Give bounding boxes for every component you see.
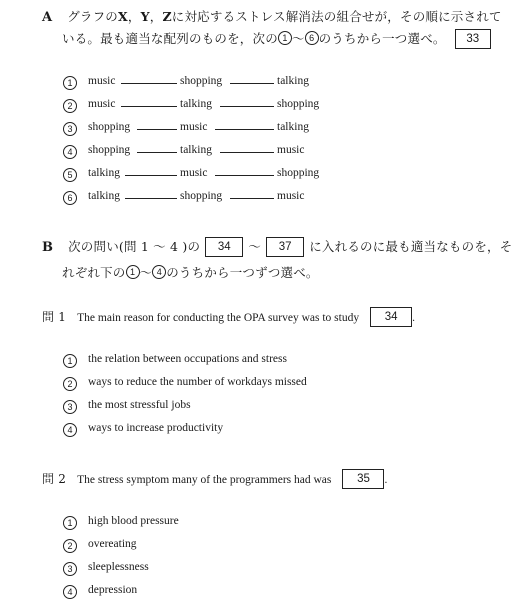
range-tilde: ～ xyxy=(291,31,305,46)
label-y: Y xyxy=(140,9,150,24)
answer-box-34-start[interactable]: 34 xyxy=(205,237,243,257)
sep-1: ， xyxy=(127,9,141,24)
option-word-2: shopping xyxy=(180,75,223,87)
dash-line xyxy=(137,129,177,130)
answer-box-34[interactable]: 34 xyxy=(370,307,412,327)
dash-line xyxy=(121,83,177,84)
option-word-1: talking xyxy=(88,190,120,202)
option-word-1: talking xyxy=(88,167,120,179)
question-2 xyxy=(42,468,387,489)
dash-line xyxy=(121,106,177,107)
dash-line xyxy=(215,175,274,176)
option-word-3: shopping xyxy=(277,98,320,110)
option-word-3: music xyxy=(277,144,305,156)
section-b-line2-suffix: のうちから一つずつ選べ。 xyxy=(166,265,319,280)
section-b-line1 xyxy=(42,236,512,257)
option-number: 3 xyxy=(63,400,77,414)
option-row[interactable] xyxy=(63,144,383,160)
answer-box-35[interactable]: 35 xyxy=(342,469,384,489)
option-word-3: shopping xyxy=(277,167,320,179)
option-text: the most stressful jobs xyxy=(88,399,191,411)
dash-line xyxy=(125,198,177,199)
section-a-text-suffix: に対応するストレス解消法の組合せが，その順に示されて xyxy=(171,9,502,24)
section-b-letter: B xyxy=(42,240,53,255)
option-number: 4 xyxy=(63,145,77,159)
question-text: The main reason for conducting the OPA survey was to study xyxy=(77,312,360,324)
option-word-2: music xyxy=(180,167,208,179)
range-end-marker: 4 xyxy=(152,265,166,279)
question-text: The stress symptom many of the programmers had was xyxy=(77,474,332,486)
range-tilde: ～ xyxy=(139,265,153,280)
option-word-2: talking xyxy=(180,144,212,156)
option-text: high blood pressure xyxy=(88,515,179,527)
option-text: overeating xyxy=(88,538,137,550)
option-number: 5 xyxy=(63,168,77,182)
section-a-text-prefix: グラフの xyxy=(67,9,118,24)
option-number: 3 xyxy=(63,122,77,136)
option-number: 1 xyxy=(63,76,77,90)
option-word-3: music xyxy=(277,190,305,202)
range-start-marker: 1 xyxy=(126,265,140,279)
section-a-line2-prefix: いる。最も適当な配列のものを，次の xyxy=(62,31,278,46)
dash-line xyxy=(215,129,274,130)
question-1 xyxy=(42,306,415,327)
range-end-marker: 6 xyxy=(305,31,319,45)
option-text: ways to reduce the number of workdays missed xyxy=(88,376,307,388)
option-word-3: talking xyxy=(277,121,309,133)
option-word-2: music xyxy=(180,121,208,133)
option-number: 2 xyxy=(63,539,77,553)
range-tilde: ～ xyxy=(248,239,262,254)
option-row[interactable] xyxy=(63,75,383,91)
dash-line xyxy=(230,198,274,199)
label-z: Z xyxy=(162,9,172,24)
section-a-line2-suffix: のうちから一つ選べ。 xyxy=(318,31,446,46)
option-word-1: music xyxy=(88,98,116,110)
option-number: 4 xyxy=(63,585,77,599)
question-end: . xyxy=(384,474,388,486)
option-number: 2 xyxy=(63,99,77,113)
option-word-1: shopping xyxy=(88,121,131,133)
question-label: 問 2 xyxy=(42,472,67,486)
dash-line xyxy=(137,152,177,153)
option-word-2: talking xyxy=(180,98,212,110)
option-word-1: shopping xyxy=(88,144,131,156)
range-start-marker: 1 xyxy=(278,31,292,45)
dash-line xyxy=(230,83,274,84)
dash-line xyxy=(125,175,177,176)
section-b-line2 xyxy=(62,262,319,281)
section-a-line1 xyxy=(42,6,502,25)
section-b-text-suffix: に入れるのに最も適当なものを，そ xyxy=(309,239,513,254)
option-text: sleeplessness xyxy=(88,561,149,573)
option-text: depression xyxy=(88,584,138,596)
option-row[interactable] xyxy=(63,190,383,206)
option-number: 6 xyxy=(63,191,77,205)
option-word-1: music xyxy=(88,75,116,87)
section-b-line2-prefix: れぞれ下の xyxy=(62,265,126,280)
section-a-line2 xyxy=(62,28,491,49)
option-number: 2 xyxy=(63,377,77,391)
sep-2: ， xyxy=(149,9,163,24)
option-number: 1 xyxy=(63,354,77,368)
dash-line xyxy=(220,152,274,153)
section-b-text-prefix: 次の問い(問 1 ～ 4 )の xyxy=(68,239,201,254)
option-word-2: shopping xyxy=(180,190,223,202)
question-end: . xyxy=(412,312,416,324)
option-row[interactable] xyxy=(63,121,383,137)
dash-line xyxy=(220,106,274,107)
label-x: X xyxy=(118,9,128,24)
option-number: 3 xyxy=(63,562,77,576)
option-row[interactable] xyxy=(63,98,383,114)
section-a-letter: A xyxy=(42,10,53,25)
answer-box-37-end[interactable]: 37 xyxy=(266,237,304,257)
answer-box-33[interactable]: 33 xyxy=(455,29,491,49)
option-number: 4 xyxy=(63,423,77,437)
option-row[interactable] xyxy=(63,167,383,183)
option-text: ways to increase productivity xyxy=(88,422,224,434)
question-label: 問 1 xyxy=(42,310,67,324)
option-text: the relation between occupations and stress xyxy=(88,353,287,365)
option-number: 1 xyxy=(63,516,77,530)
option-word-3: talking xyxy=(277,75,309,87)
